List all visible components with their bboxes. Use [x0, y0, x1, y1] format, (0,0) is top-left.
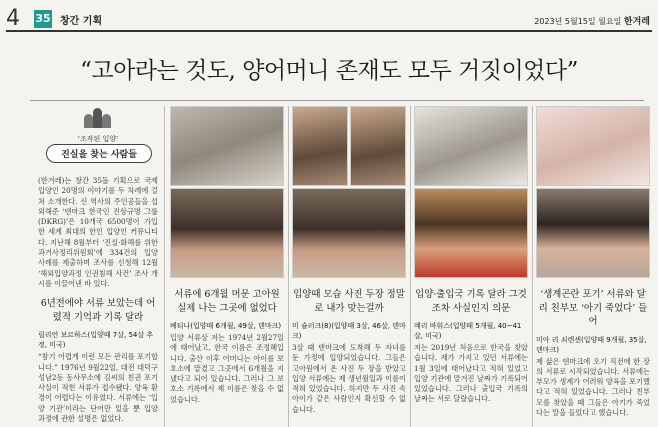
- story-2-column: [170, 106, 284, 427]
- portrait-photo: [536, 188, 650, 278]
- column-divider: [532, 106, 533, 427]
- childhood-photo-right: [350, 106, 406, 186]
- page-header: [0, 0, 658, 36]
- series-logo: [38, 106, 158, 176]
- story-1-headline: 6년전에야 서류 보았는데 어렸적 기억과 기록 달라: [40, 298, 156, 323]
- headline: “고아라는 것도, 양어머니 존재도 모두 거짓이었다”: [80, 58, 578, 84]
- intro-text: (한겨레)는 창간 35돌 기획으로 국제입양인 20명의 이야기를 두 차례에 걸쳐 소개한다. 신 역사의 주인공들을 섭외해준 ‘덴마크 한국인 진상규명 그룹(DKRG)’은 10개국 6500명이 가입한 세계 최대의 한인 입양인 커뮤니티다. 지난해 8월부터 ‘진실·화해를 위한 과거사정리위원회’에 334건의 입양 사례를 제출하며 조사를 신청해 12월 ‘해외입양과정 인권침해 사건’ 조사 개시를 이끌어낸 바 있다.: [38, 176, 158, 288]
- baby-photo: [536, 106, 650, 186]
- story-5-byline: 미아 리 쇠렌센(입양때 9개월, 35살, 덴마크): [536, 335, 647, 354]
- date: 2023년 5월15일 월요일: [534, 17, 622, 26]
- anniversary-badge: 35: [34, 10, 52, 28]
- dateline: [534, 14, 650, 27]
- story-3-column: [292, 106, 406, 427]
- story-2-headline: 서류에 6개월 머문 고아원 실제 나는 그곳에 없었다: [174, 289, 280, 314]
- childhood-photo: [170, 106, 284, 186]
- story-3-headline: 입양때 모습 사진 두장 정말로 내가 맞는걸까: [293, 289, 405, 314]
- header-rule: [6, 30, 652, 32]
- people-icon: [82, 106, 112, 128]
- story-4-headline: 입양·출입국 기록 달라 그것조차 사실인지 의문: [415, 289, 527, 314]
- headline-rule: [30, 100, 644, 101]
- column-divider: [288, 106, 289, 427]
- story-2-text: 입양 서류상 저는 1974년 2월27일에 태어났고, 한국 이름은 조정혜입니다. 출산 이후 어머니는 아이를 보호소에 맡겼고 그곳에서 6개월을 지냈다고 되어 있습니다. 그러나 그 보호소 기록에서 제 이름은 찾을 수 없었습니다.: [170, 333, 284, 404]
- column-divider: [410, 106, 411, 427]
- story-1-byline: 릴리언 보르하스(입양때 7살, 54살 추정, 미국): [38, 331, 154, 350]
- story-2-byline: 베티나(입양때 6개월, 49살, 덴마크): [170, 322, 282, 330]
- series-subtitle: ‘조작된 입양’: [77, 135, 119, 143]
- story-3-byline: 미 슐러크(8)(입양때 3살, 46살, 덴마크): [292, 322, 406, 340]
- story-5-column: [536, 106, 650, 427]
- portrait-photo: [414, 188, 528, 278]
- portrait-photo: [292, 188, 406, 278]
- story-3-text: 3살 때 덴마크에 도착해 두 자녀를 둔 가정에 입양되었습니다. 그들은 고아원에서 온 사진 두 장을 받았고 입양 서류에는 제 생년월일과 이름이 적혀 있었습니다. 하지만 두 사진 속 아이가 같은 사람인지 확신할 수 없습니다.: [292, 343, 406, 414]
- column-divider: [164, 106, 165, 427]
- series-title: 진실을 찾는 사람들: [46, 144, 152, 163]
- story-5-text: 제 삶은 덴마크에 오기 직전에 한 장의 서류로 시작되었습니다. 서류에는 부모가 생계가 어려워 양육을 포기했다고 적혀 있었습니다. 그러나 친부모를 찾았을 때 그들은 아기가 죽었다는 말을 들었다고 했습니다.: [536, 356, 650, 417]
- story-1-text: “참기 어렵게 이런 모든 관리를 포기합니다.” 1976년 9월22일, 대전 대덕구 성남2동 동사무소에 김씨의 친권 포기 사실이 적힌 서류가 접수됐다. 양육 환경이 어렵다는 이유였다. 서류에는 ‘입양 기관’이라는 단어만 있을 뿐 입양 과정에 관한 설명은 없었다.: [38, 352, 158, 424]
- story-4-byline: 메리 바워스(입양때 5개월, 40~41살, 미국): [414, 322, 522, 340]
- story-4-text: 저는 2019년 처음으로 한국을 찾았습니다. 제가 가지고 있던 서류에는 1월 3일에 태어났다고 적혀 있었고 입양 기관에 맡겨진 날짜가 기록되어 있었습니다. 그러나 출입국 기록의 날짜는 서로 달랐습니다.: [414, 343, 528, 404]
- portrait-photo: [170, 188, 284, 278]
- masthead: 한겨레: [623, 17, 650, 27]
- page-number: 4: [6, 6, 20, 31]
- childhood-photo-left: [292, 106, 348, 186]
- childhood-photos: [292, 106, 406, 186]
- childhood-photo: [414, 106, 528, 186]
- story-4-column: [414, 106, 528, 427]
- story-5-headline: ‘생계곤란 포기’ 서류와 달리 친부모 ‘아기 죽었다’ 들어: [538, 289, 648, 327]
- intro-column: [38, 106, 158, 427]
- section-label: 창간 기획: [60, 16, 103, 27]
